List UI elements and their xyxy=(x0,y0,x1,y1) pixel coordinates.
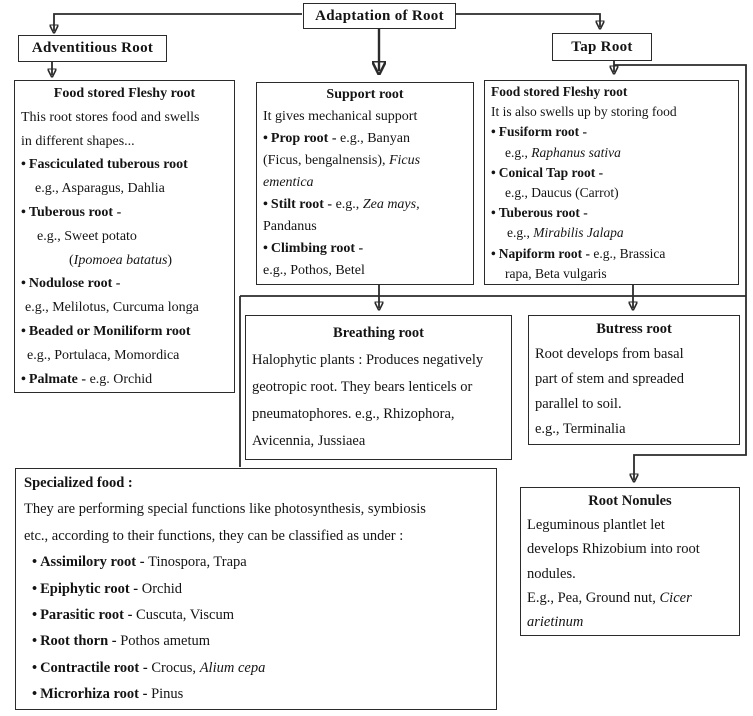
bullet-icon: • xyxy=(32,580,38,597)
text-row xyxy=(21,106,228,130)
arrow-adaptation-to-tap xyxy=(456,14,600,27)
node-adventitious-root xyxy=(18,35,167,62)
text-segment: e.g., Terminalia xyxy=(535,421,626,437)
text-segment: e.g., Daucus (Carrot) xyxy=(505,185,619,201)
text-row xyxy=(535,367,733,392)
text-row xyxy=(263,194,467,216)
node-support-root xyxy=(256,82,474,285)
text-segment: e.g., Sweet potato xyxy=(37,228,137,244)
text-segment: Climbing root - xyxy=(270,241,364,256)
text-row xyxy=(263,150,467,172)
bullet-icon: • xyxy=(21,276,26,292)
text-row xyxy=(252,374,505,401)
text-row xyxy=(21,368,228,392)
bullet-icon: • xyxy=(263,131,268,146)
text-row xyxy=(21,201,228,225)
text-segment: Prop root - xyxy=(270,131,340,146)
arrow-adaptation-to-adventitious xyxy=(54,14,302,31)
text-segment: (Ficus, bengalnensis), xyxy=(263,153,389,168)
text-segment: Cuscuta, Viscum xyxy=(136,607,234,624)
text-segment: Alium cepa xyxy=(199,659,266,676)
text-segment: Pinus xyxy=(151,686,184,703)
text-row xyxy=(252,401,505,428)
text-segment: Raphanus sativa xyxy=(531,144,621,160)
text-row xyxy=(535,392,733,417)
text-segment: e.g., Melilotus, Curcuma longa xyxy=(25,300,199,316)
text-row xyxy=(527,537,733,561)
bullet-icon: • xyxy=(32,554,38,571)
text-row xyxy=(21,130,228,154)
text-row xyxy=(527,513,733,537)
text-segment: It is also swells up by storing food xyxy=(491,104,677,120)
text-row xyxy=(21,320,228,344)
bullet-icon: • xyxy=(263,197,268,212)
text-row xyxy=(21,249,228,273)
box-title: Root Nonules xyxy=(588,493,672,509)
text-segment: Palmate - xyxy=(28,371,90,387)
text-segment: Stilt root - xyxy=(270,197,336,212)
text-segment: geotropic root. They bears lenticels or xyxy=(252,379,473,395)
box-body xyxy=(21,106,228,392)
text-row xyxy=(252,428,505,455)
text-segment: ) xyxy=(167,252,173,268)
text-segment: Microrhiza root - xyxy=(40,686,152,703)
text-segment: Crocus, xyxy=(151,659,200,676)
text-segment: in different shapes... xyxy=(21,133,135,149)
box-body xyxy=(491,102,732,284)
text-row xyxy=(527,610,733,634)
text-segment: e.g., Pothos, Betel xyxy=(263,263,365,278)
text-row xyxy=(252,347,505,374)
bullet-icon: • xyxy=(21,323,26,339)
text-row xyxy=(21,272,228,296)
text-segment: Fasciculated tuberous root xyxy=(28,157,188,173)
box-title: Support root xyxy=(326,87,404,102)
box-body xyxy=(535,342,733,442)
text-row xyxy=(21,177,228,201)
box-title: Specialized food : xyxy=(24,475,133,491)
text-row xyxy=(24,496,490,522)
text-row xyxy=(24,628,490,654)
text-segment: Zea mays, xyxy=(362,197,420,212)
text-row xyxy=(491,183,732,203)
text-segment: nodules. xyxy=(527,565,576,582)
text-row xyxy=(491,122,732,142)
text-segment: Pothos ametum xyxy=(120,633,211,650)
text-segment: Tinospora, Trapa xyxy=(148,554,247,571)
text-segment: Root develops from basal xyxy=(535,346,684,362)
node-butress-root xyxy=(528,315,740,445)
text-segment: Contractile root - xyxy=(40,659,152,676)
text-row xyxy=(263,106,467,128)
bullet-icon: • xyxy=(32,659,38,676)
node-adaptation-of-root xyxy=(303,3,456,29)
box-body xyxy=(252,347,505,455)
node-food-stored-fleshy-root-tap xyxy=(484,80,739,285)
text-segment: Ipomoea batatus xyxy=(73,252,168,268)
text-segment: Orchid xyxy=(141,580,182,597)
text-segment: e.g., Portulaca, Momordica xyxy=(27,347,180,363)
text-segment: Epiphytic root - xyxy=(40,580,142,597)
text-segment: e.g., Banyan xyxy=(340,131,410,146)
box-title: Breathing root xyxy=(333,325,424,341)
text-row xyxy=(24,655,490,681)
text-segment: ( xyxy=(69,252,74,268)
text-row xyxy=(24,681,490,707)
text-segment: develops Rhizobium into root xyxy=(527,541,700,558)
text-segment: e.g., Brassica xyxy=(593,245,666,261)
box-body xyxy=(263,106,467,282)
bullet-icon: • xyxy=(32,686,38,703)
text-segment: E.g., Pea, Ground nut, xyxy=(527,589,660,606)
node-label: Adaptation of Root xyxy=(315,7,444,24)
text-segment: e.g., Asparagus, Dahlia xyxy=(35,181,165,197)
text-row xyxy=(263,260,467,282)
text-segment: pneumatophores. e.g., Rhizophora, xyxy=(252,406,455,422)
text-row xyxy=(491,264,732,284)
bullet-icon: • xyxy=(263,241,268,256)
box-title: Food stored Fleshy root xyxy=(53,86,196,101)
text-segment: Leguminous plantlet let xyxy=(527,517,665,534)
text-segment: Conical Tap root - xyxy=(498,164,604,180)
text-segment: It gives mechanical support xyxy=(263,109,418,124)
text-row xyxy=(21,153,228,177)
node-tap-root xyxy=(552,33,652,61)
text-segment: Ficus xyxy=(388,153,421,168)
text-segment: Tuberous root - xyxy=(498,205,588,221)
node-label: Tap Root xyxy=(571,38,633,55)
text-segment: e.g., xyxy=(505,144,532,160)
text-row xyxy=(535,417,733,442)
text-segment: Assimilory root - xyxy=(40,554,149,571)
text-row xyxy=(491,203,732,223)
text-row xyxy=(24,549,490,575)
text-row xyxy=(491,223,732,243)
text-segment: etc., according to their functions, they can be classified as under : xyxy=(24,527,404,544)
text-segment: ementica xyxy=(263,175,314,190)
text-segment: Mirabilis Jalapa xyxy=(533,225,624,241)
text-segment: This root stores food and swells xyxy=(21,109,200,125)
text-row xyxy=(491,244,732,264)
text-segment: part of stem and spreaded xyxy=(535,371,684,387)
bullet-icon: • xyxy=(21,157,26,173)
text-row xyxy=(527,562,733,586)
text-row xyxy=(491,163,732,183)
node-label: Adventitious Root xyxy=(31,40,154,56)
text-segment: Parasitic root - xyxy=(40,607,137,624)
text-row xyxy=(263,216,467,238)
text-segment: Fusiform root - xyxy=(498,124,587,140)
text-segment: rapa, Beta vulgaris xyxy=(505,265,607,281)
text-row xyxy=(491,102,732,122)
text-row xyxy=(527,586,733,610)
bullet-icon: • xyxy=(21,371,26,387)
text-row xyxy=(21,296,228,320)
text-segment: Nodulose root - xyxy=(28,276,121,292)
text-segment: arietinum xyxy=(527,614,584,631)
text-segment: Pandanus xyxy=(263,219,317,234)
text-segment: They are performing special functions like photosynthesis, symbiosis xyxy=(24,501,426,518)
text-segment: parallel to soil. xyxy=(535,396,622,412)
text-row xyxy=(24,576,490,602)
bullet-icon: • xyxy=(491,205,496,221)
text-segment: e.g. Orchid xyxy=(89,371,153,387)
node-food-stored-fleshy-root-adventitious xyxy=(14,80,235,393)
text-segment: Beaded or Moniliform root xyxy=(28,323,191,339)
text-row xyxy=(491,143,732,163)
bullet-icon: • xyxy=(491,245,496,261)
text-segment: Avicennia, Jussiaea xyxy=(252,433,366,449)
text-row xyxy=(24,602,490,628)
text-row xyxy=(21,225,228,249)
box-body xyxy=(527,513,733,634)
text-segment: Napiform root - xyxy=(498,245,594,261)
text-segment: Root thorn - xyxy=(40,633,121,650)
bullet-icon: • xyxy=(491,164,496,180)
text-segment: Cicer xyxy=(659,589,692,606)
box-title: Butress root xyxy=(596,321,672,337)
bullet-icon: • xyxy=(32,607,38,624)
text-row xyxy=(263,238,467,260)
bullet-icon: • xyxy=(491,124,496,140)
text-segment: Halophytic plants : Produces negatively xyxy=(252,352,484,368)
box-title: Food stored Fleshy root xyxy=(491,84,628,99)
text-row xyxy=(263,172,467,194)
text-segment: e.g., xyxy=(335,197,363,212)
box-body xyxy=(24,496,490,707)
bullet-icon: • xyxy=(32,633,38,650)
text-row xyxy=(535,342,733,367)
bullet-icon: • xyxy=(21,204,26,220)
text-row xyxy=(263,128,467,150)
node-breathing-root xyxy=(245,315,512,460)
text-row xyxy=(24,523,490,549)
node-specialized-food xyxy=(15,468,497,710)
text-segment: e.g., xyxy=(507,225,534,241)
text-row xyxy=(21,344,228,368)
node-root-nodules xyxy=(520,487,740,636)
text-segment: Tuberous root - xyxy=(28,204,122,220)
